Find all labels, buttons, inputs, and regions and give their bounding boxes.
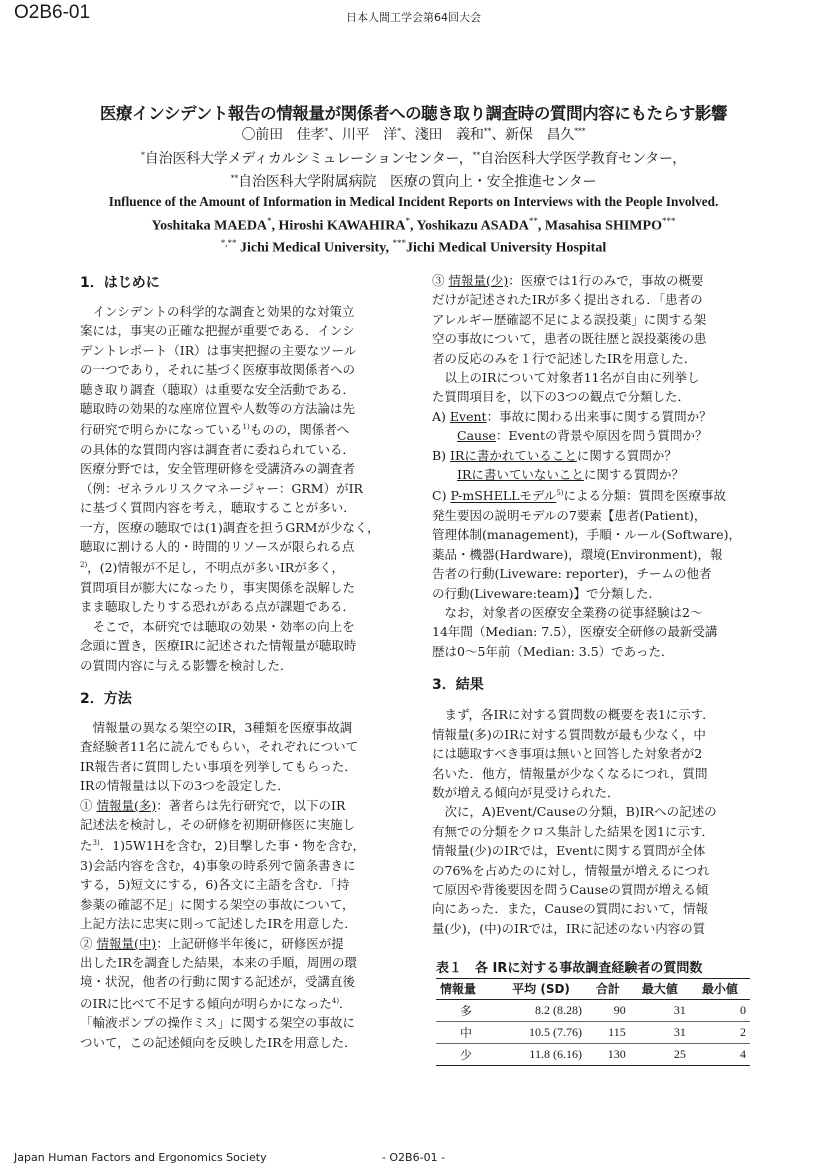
text-line: 情報量(多)のIRに対する質問数が最も少なく，中 [432, 726, 706, 742]
text-span: ． [339, 996, 352, 1012]
text-line: 3)会話内容を含む，4)事象の時系列で箇条書きに [80, 858, 356, 874]
table-cell: 90 [586, 1000, 630, 1022]
text-line: て原因や背後要因を問うCauseの質問が増える傾 [432, 881, 709, 897]
text-line [432, 465, 756, 484]
text-line: 質問項目が膨大になったり，事実関係を誤解した [80, 580, 356, 595]
category-label: P-mSHELLモデル [450, 488, 557, 504]
text-line: 記述法を検討し，その研修を初期研修医に実施し [80, 817, 356, 833]
text-line: 情報量(少)のIRでは，Eventに関する質問が全体 [432, 843, 706, 859]
table-cell: 8.2 (8.28) [496, 1000, 586, 1022]
text-span: 行研究で明らかになっている [80, 422, 243, 438]
text-line: インシデントの科学的な調査と効果的な対策立 [92, 304, 355, 319]
table-cell: 少 [436, 1044, 496, 1066]
affil-mark: *** [392, 238, 406, 248]
affil-mark: ** [528, 216, 538, 226]
text-line: 聴取時の効果的な座席位置や人数等の方法論は先 [80, 401, 356, 417]
citation: 5) [556, 489, 564, 498]
text-line: 14年間（Median: 7.5），医療安全研修の最新受講 [432, 624, 718, 640]
table-cell: 130 [586, 1044, 630, 1066]
paper-title-ja: 医療インシデント報告の情報量が関係者への聴き取り調査時の質問内容にもたらす影響 [99, 104, 728, 123]
text-line: そこで，本研究では聴取の効果・効率の向上を [92, 618, 355, 634]
text-line: 案には，事実の正確な把握が重要である．インシ [80, 323, 355, 339]
text-span: ：医療では1行のみで，事故の概要 [508, 273, 704, 288]
right-column [432, 271, 756, 938]
citation: 1) [242, 423, 250, 432]
affil-mark: *** [574, 126, 586, 136]
text-line: 上記方法に忠実に則って記述したIRを用意した． [80, 916, 357, 932]
text-line: 歴は0〜5年前（Median: 3.5）であった． [432, 643, 674, 659]
text-line: 情報量の異なる架空のIR，3種類を医療事故調 [92, 720, 353, 736]
text-line: 管理体制(management)，手順・ルール(Software)， [432, 527, 742, 543]
affil-mark: ** [230, 173, 239, 183]
affiliation-en: Jichi Medical University, [236, 240, 393, 256]
text-line [80, 418, 400, 440]
text-line [80, 796, 400, 815]
paper-title-en: Influence of the Amount of Information in Medical Incident Reports on Interviews with the People Involved. [108, 194, 719, 209]
author-name-en: Yoshitaka MAEDA [151, 218, 268, 234]
text-line: デントレポート（IR）は事実把握の主要なツール [80, 342, 357, 358]
affiliation: 自治医科大学附属病院 医療の質向上・安全推進センター [238, 174, 597, 190]
author-name: 、川平 洋 [328, 127, 398, 143]
text-span: に関する質問か？ [576, 447, 677, 463]
table-header-cell: 平均 (SD) [496, 979, 586, 1000]
item-label: 情報量(少) [448, 273, 509, 288]
text-line: の具体的な質問内容は調査者に委ねられている． [80, 442, 356, 457]
author-name-en: , Masahisa SHIMPO [537, 218, 662, 234]
author-name: 、淺田 義和 [400, 127, 484, 143]
affiliation: 自治医科大学メディカルシミュレーションセンター， [144, 151, 473, 167]
text-line [432, 271, 756, 290]
table-header-cell: 合計 [586, 979, 630, 1000]
text-line: 聴取に割ける人的・時間的リソースが限られる点 [80, 539, 355, 555]
text-line [80, 992, 400, 1014]
affil-mark: * [405, 216, 410, 226]
affil-mark: * [267, 216, 272, 226]
text-line [432, 484, 756, 506]
text-line: の一つであり，それに基づく医療事故関係者への [80, 362, 356, 378]
text-line: 境・状況，他者の行動に関する記述が，受講直後 [80, 974, 356, 990]
category-label: IRに書かれていること [450, 447, 577, 463]
table-header-cell: 最大値 [630, 979, 690, 1000]
text-line: の行動(Liveware:team)】で分類した． [432, 585, 661, 601]
table-header-row [436, 979, 750, 1000]
table-row [436, 1022, 750, 1044]
list-marker: A) [432, 408, 446, 424]
section-heading-results: 3．結果 [432, 677, 484, 694]
text-line: 次に，A)Event/Causeの分類，B)IRへの記述の [444, 804, 717, 820]
text-span: ，(2)情報が不足し，不明点が多いIRが多く， [87, 560, 344, 576]
category-label: Cause [457, 428, 496, 444]
table-cell: 10.5 (7.76) [496, 1022, 586, 1044]
text-line: に基づく質問内容を考え，聴取することが多い． [80, 500, 356, 516]
table-cell: 0 [690, 1000, 750, 1022]
text-line: 査経験者11名に読んでもらい，それぞれについて [80, 739, 359, 755]
item-label: 情報量(中) [96, 935, 157, 951]
list-marker: C) [432, 488, 447, 504]
affil-mark: *,** [220, 238, 237, 248]
affiliations-en [30, 238, 797, 257]
text-line [432, 407, 756, 426]
table-1 [436, 957, 752, 1066]
text-line: なお，対象者の医療安全業務の従事経験は2〜 [444, 605, 703, 621]
text-line: まず，各IRに対する質問数の概要を表1に示す． [444, 707, 715, 723]
author-name: 、新保 昌久 [491, 127, 575, 143]
text-span: ．1)5W1Hを含む，2)目撃した事・物を含む， [99, 838, 366, 854]
text-line [80, 834, 400, 856]
affil-mark: ** [483, 126, 492, 136]
text-span: ：Eventの背景や原因を問う質問か？ [495, 428, 708, 444]
text-line: 医療分野では，安全管理研修を受講済みの調査者 [80, 461, 356, 477]
text-line: 発生要因の説明モデルの7要素【患者(Patient)， [432, 508, 707, 524]
item-number: ② [80, 935, 93, 951]
text-line: 出したIRを調査した結果，本来の手順，周囲の環 [80, 955, 357, 971]
item-number: ③ [432, 273, 445, 288]
text-line: 参薬の確認不足」に関する架空の事故について， [80, 896, 355, 912]
table-cell: 多 [436, 1000, 496, 1022]
category-label: IRに書いていないこと [457, 467, 584, 483]
text-line: 告者の行動(Liveware: reporter)，チームの他者 [432, 566, 712, 582]
footer-society: Japan Human Factors and Ergonomics Society [14, 1151, 267, 1164]
section-heading-intro: 1．はじめに [80, 275, 160, 291]
text-line: 薬品・機器(Hardware)，環境(Environment)，報 [432, 546, 723, 562]
text-line: の質問内容に与える影響を検討した． [80, 657, 293, 673]
table-cell: 中 [436, 1022, 496, 1044]
affil-mark: * [140, 150, 145, 160]
text-line: の76%を占めたのに対し，情報量が増えるにつれ [432, 862, 710, 878]
table-header-cell: 最小値 [690, 979, 750, 1000]
affil-mark: * [324, 126, 329, 136]
text-line: 空の事故について，患者の既往歴と誤投薬後の患 [432, 331, 707, 347]
text-line: ついて，この記述傾向を反映したIRを用意した． [80, 1034, 357, 1050]
item-label: 情報量(多) [96, 797, 157, 813]
text-span: による分類：質問を医療事故 [563, 488, 727, 504]
text-line: 名いた．他方，情報量が少なくなるにつれ，質問 [432, 765, 708, 781]
category-label: Event [449, 408, 487, 424]
list-marker: B) [432, 447, 447, 463]
table-caption: 表１ 各 IRに対する事故調査経験者の質問数 [436, 961, 703, 976]
text-span: に関する質問か？ [583, 467, 684, 483]
text-span: ：事故に関わる出来事に関する質問か？ [486, 408, 712, 424]
affiliations-ja-line2 [40, 171, 787, 191]
text-line: だけが記述されたIRが多く提出される．「患者の [432, 292, 703, 308]
affil-mark: *** [661, 216, 676, 226]
text-line: 「輸液ポンプの操作ミス」に関する架空の事故に [80, 1015, 356, 1031]
section-heading-method: 2．方法 [80, 691, 132, 708]
table-cell: 31 [630, 1000, 690, 1022]
text-line: まま聴取したりする恐れがある点が課題である． [80, 599, 356, 615]
authors-ja [40, 124, 787, 144]
text-span: た [80, 838, 93, 854]
text-line: 者の反応のみを１行で記述したIRを用意した． [432, 350, 697, 366]
citation: 2) [80, 561, 88, 570]
affiliation: 自治医科大学医学教育センター， [480, 151, 687, 167]
text-line: 数が増える傾向が見受けられた． [432, 784, 620, 800]
text-line: には聴取すべき事項は無いと回答した対象者が2 [432, 746, 703, 762]
table-cell: 31 [630, 1022, 690, 1044]
item-number: ① [80, 797, 93, 813]
authors-en [30, 216, 797, 235]
text-line [80, 934, 400, 953]
text-line: アレルギー歴確認不足による誤投薬」に関する架 [432, 311, 707, 327]
table-cell: 4 [690, 1044, 750, 1066]
text-line: 一方，医療の聴取では(1)調査を担うGRMが少なく， [80, 519, 380, 535]
table-header-cell: 情報量 [436, 979, 496, 1000]
text-line [80, 556, 400, 578]
table-row [436, 1044, 750, 1066]
text-line: 量(少)，(中)のIRでは，IRに記述のない内容の質 [432, 920, 706, 936]
affil-mark: ** [472, 150, 481, 160]
text-line [432, 426, 756, 445]
text-span: ：上記研修半年後に，研修医が提 [156, 935, 344, 951]
conference-name: 日本人間工学会第64回大会 [346, 11, 481, 24]
text-line: する，5)短文にする，6)各文に主語を含む．「持 [80, 877, 350, 893]
text-line: IR報告者に質問したい事項を列挙してもらった． [80, 758, 357, 774]
text-span: ものの，関係者へ [249, 422, 350, 438]
affiliations-ja-line1 [40, 148, 787, 168]
author-name: 前田 佳孝 [255, 127, 325, 143]
author-name-en: , Hiroshi KAWAHIRA [271, 218, 406, 234]
table-cell: 2 [690, 1022, 750, 1044]
footer-page-number: - O2B6-01 - [381, 1151, 446, 1164]
citation: 3) [92, 839, 100, 848]
citation: 4) [331, 996, 340, 1005]
table-cell: 115 [586, 1022, 630, 1044]
affil-mark: * [397, 126, 401, 136]
text-line: IRの情報量は以下の3つを設定した． [80, 778, 290, 794]
text-line: （例：ゼネラルリスクマネージャー：GRM）がIR [80, 480, 363, 496]
text-line: 有無での分類をクロス集計した結果を図1に示す． [432, 823, 714, 839]
text-span: のIRに比べて不足する傾向が明らかになった [80, 996, 332, 1012]
text-line: 以上のIRについて対象者11名が自由に列挙し [444, 370, 700, 386]
table-row [436, 1000, 750, 1022]
author-name-en: , Yoshikazu ASADA [409, 218, 529, 234]
text-line: 向にあった．また，Causeの質問において，情報 [432, 901, 709, 917]
text-line: た質問項目を，以下の3つの観点で分類した． [432, 389, 690, 405]
text-line: 聴き取り調査（聴取）は重要な安全活動である． [80, 381, 356, 397]
text-line: 念頭に置き，医療IRに記述された情報量が聴取時 [80, 638, 357, 654]
paper-id: O2B6-01 [14, 2, 91, 23]
table-cell: 11.8 (6.16) [496, 1044, 586, 1066]
left-column [80, 273, 400, 1052]
text-span: ：著者らは先行研究で，以下のIR [156, 797, 346, 813]
affiliation-en: Jichi Medical University Hospital [405, 240, 607, 256]
presenter-mark: 〇 [241, 127, 256, 143]
table-cell: 25 [630, 1044, 690, 1066]
results-table [436, 978, 750, 1066]
text-line [432, 446, 756, 465]
